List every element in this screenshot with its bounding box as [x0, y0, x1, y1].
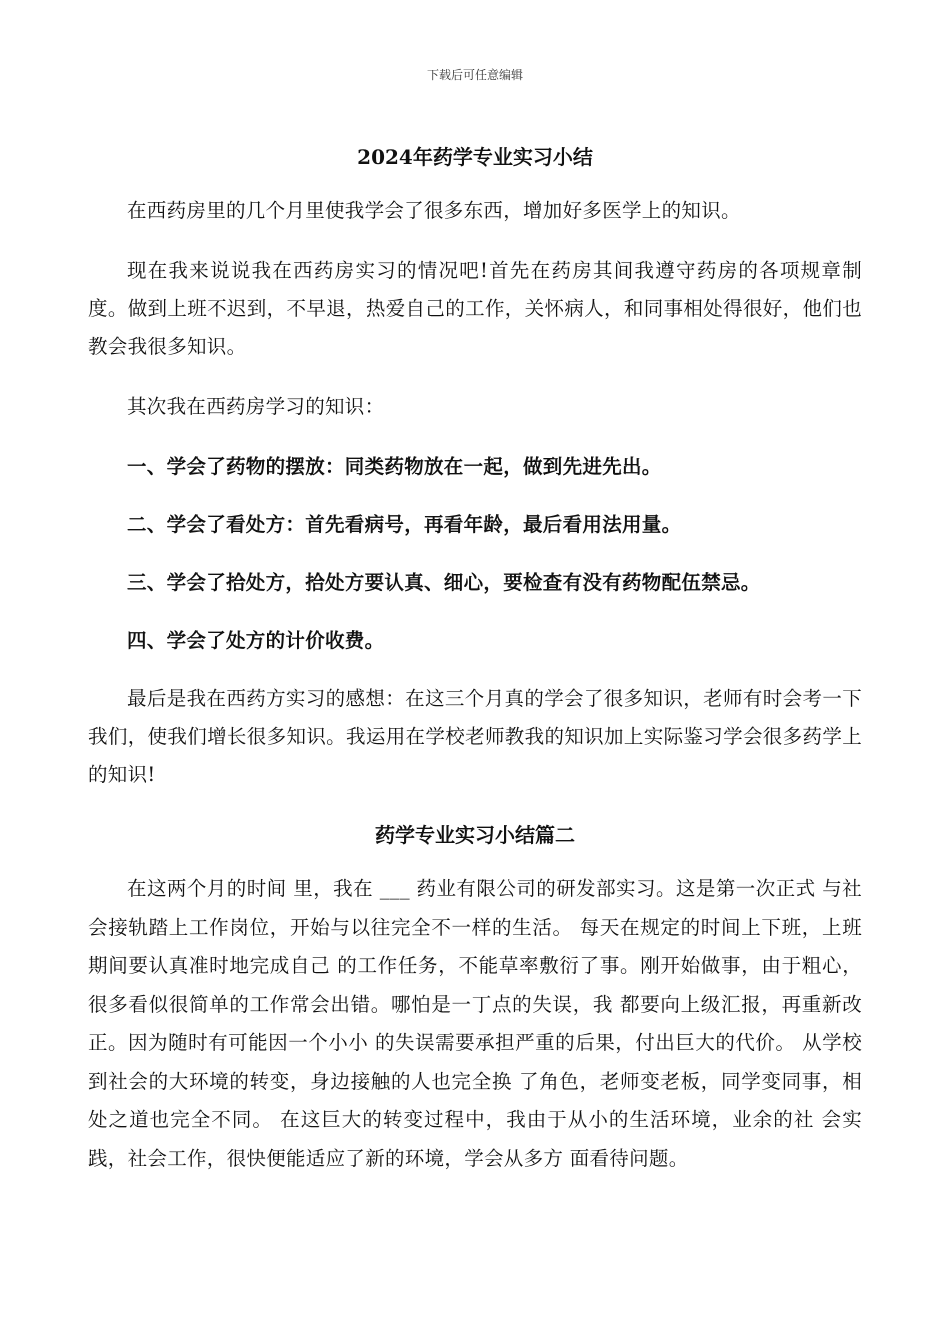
document-title: 2024年药学专业实习小结 — [357, 145, 593, 169]
header-note: 下载后可任意编辑 — [426, 68, 523, 82]
list-item-4: 四、学会了处方的计价收费。 — [127, 629, 385, 652]
paragraph-closing: 最后是我在西药方实习的感想：在这三个月真的学会了很多知识，老师有时会考一下我们，使我们增长很多知识。我运用在学校老师教我的知识加上实际鉴习学会很多药学上的知识! — [88, 687, 862, 786]
list-item-3: 三、学会了拾处方，拾处方要认真、细心，要检查有没有药物配伍禁忌。 — [127, 571, 761, 594]
list-item-2: 二、学会了看处方：首先看病号，再看年龄，最后看用法用量。 — [127, 513, 682, 536]
list-item-1: 一、学会了药物的摆放：同类药物放在一起，做到先进先出。 — [127, 455, 662, 478]
paragraph-intro: 在西药房里的几个月里使我学会了很多东西，增加好多医学上的知识。 — [127, 199, 741, 222]
paragraph-section-2: 在这两个月的时间 里，我在 ___ 药业有限公司的研发部实习。这是第一次正式 与社会接轨踏上工作岗位，开始与以往完全不一样的生活。 每天在规定的时间上下班，上班期间要认真准时地完成自己 的工作任务，不能草率敷衍了事。刚开始做事，由于粗心， 很多看似很简单的工作常会出错。哪怕是一丁点的失误，我 都要向上级汇报，再重新改正。因为随时有可能因一个小小 的失误需要承担严重的后果，付出巨大的代价。 从学校到社会的大环境的转变，身边接触的人也完全换 了角色，老师变老板，同学变同事，相处之道也完全不同。 在这巨大的转变过程中，我由于从小的生活环境，业余的社 会实践，社会工作，很快便能适应了新的环境，学会从多方 面看待问题。 — [88, 877, 862, 1170]
section-title-2: 药学专业实习小结篇二 — [375, 823, 575, 847]
document-body — [88, 140, 862, 1200]
paragraph-internship-situation: 现在我来说说我在西药房实习的情况吧!首先在药房其间我遵守药房的各项规章制度。做到上班不迟到，不早退，热爱自己的工作，关怀病人，和同事相处得很好，他们也教会我很多知识。 — [88, 259, 862, 358]
paragraph-knowledge-lead: 其次我在西药房学习的知识： — [127, 395, 385, 418]
